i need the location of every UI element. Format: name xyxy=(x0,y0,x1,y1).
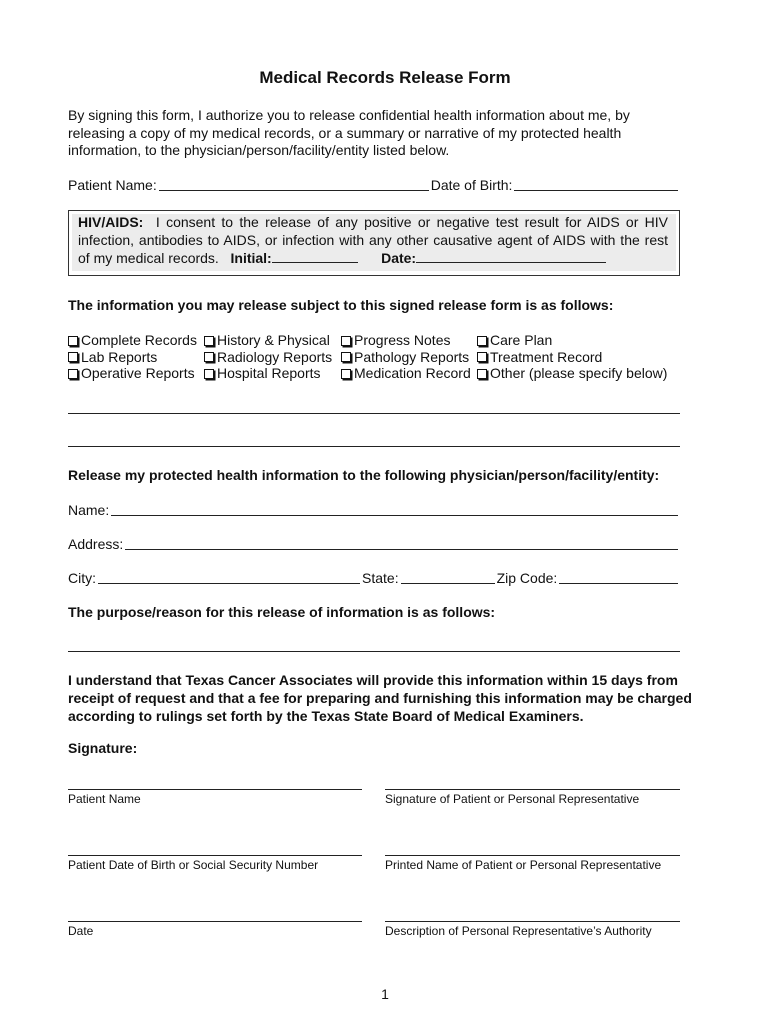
option-progress-notes[interactable]: Progress Notes xyxy=(341,332,477,349)
recipient-name-label: Name: xyxy=(68,502,110,518)
dob-ssn-sign-line[interactable] xyxy=(68,855,362,856)
hiv-consent-box xyxy=(68,210,680,276)
checkbox-icon[interactable] xyxy=(477,369,487,379)
checkbox-icon[interactable] xyxy=(204,352,214,362)
checkbox-icon[interactable] xyxy=(341,369,351,379)
option-radiology-reports[interactable]: Radiology Reports xyxy=(204,349,341,366)
hiv-date-field[interactable] xyxy=(416,250,606,263)
caption-printed-name: Printed Name of Patient or Personal Representative xyxy=(385,858,662,872)
option-medication-record[interactable]: Medication Record xyxy=(341,365,477,382)
checkbox-icon[interactable] xyxy=(68,369,78,379)
understand-statement: I understand that Texas Cancer Associates will provide this information within 15 days from receipt of request and that a fee for preparing and furnishing this information may be charged according to rulings set forth by the Texas State Board of Medical Examiners. xyxy=(68,672,692,724)
recipient-city-field[interactable] xyxy=(98,569,360,584)
recipient-address-field[interactable] xyxy=(125,535,678,550)
printed-name-sign-line[interactable] xyxy=(385,855,680,856)
recipient-city-label: City: xyxy=(68,570,96,586)
checkbox-icon[interactable] xyxy=(204,336,214,346)
recipient-address-row xyxy=(68,535,680,552)
form-title: Medical Records Release Form xyxy=(259,68,511,87)
checkbox-icon[interactable] xyxy=(68,336,78,346)
other-specify-line-2[interactable] xyxy=(68,446,680,447)
checkbox-icon[interactable] xyxy=(341,336,351,346)
hiv-initial-label: Initial: xyxy=(230,250,272,266)
recipient-zip-label: Zip Code: xyxy=(496,570,558,586)
purpose-line[interactable] xyxy=(68,651,680,652)
checkbox-icon[interactable] xyxy=(68,352,78,362)
release-options-row xyxy=(68,332,677,349)
option-complete-records[interactable]: Complete Records xyxy=(68,332,204,349)
checkbox-icon[interactable] xyxy=(477,352,487,362)
caption-signature: Signature of Patient or Personal Representative xyxy=(385,792,640,806)
option-pathology-reports[interactable]: Pathology Reports xyxy=(341,349,477,366)
date-sign-line[interactable] xyxy=(68,921,362,922)
recipient-name-field[interactable] xyxy=(111,501,678,516)
purpose-heading: The purpose/reason for this release of information is as follows: xyxy=(68,604,496,620)
option-care-plan[interactable]: Care Plan xyxy=(477,332,677,349)
checkbox-icon[interactable] xyxy=(477,336,487,346)
option-other[interactable]: Other (please specify below) xyxy=(477,365,677,382)
date-of-birth-field[interactable] xyxy=(514,176,678,191)
option-history-physical[interactable]: History & Physical xyxy=(204,332,341,349)
checkbox-icon[interactable] xyxy=(204,369,214,379)
recipient-name-row xyxy=(68,501,680,518)
recipient-zip-field[interactable] xyxy=(559,569,678,584)
recipient-heading: Release my protected health information to the following physician/person/facility/entity: xyxy=(68,467,660,483)
signature-heading: Signature: xyxy=(68,740,138,756)
authority-sign-line[interactable] xyxy=(385,921,680,922)
signature-sign-line[interactable] xyxy=(385,789,680,790)
recipient-address-label: Address: xyxy=(68,536,124,552)
patient-name-field[interactable] xyxy=(159,176,429,191)
hiv-initial-field[interactable] xyxy=(272,250,358,263)
hiv-statement: I consent to the release of any positive or negative test result for AIDS or HIV infection, antibodies to AIDS, or infection with any other causative agent of AIDS with the rest of my medical records. xyxy=(78,214,668,266)
option-lab-reports[interactable]: Lab Reports xyxy=(68,349,204,366)
release-options-grid xyxy=(68,332,677,382)
date-of-birth-label: Date of Birth: xyxy=(430,177,513,193)
page-number: 1 xyxy=(381,986,389,1002)
caption-date: Date xyxy=(68,924,94,938)
option-treatment-record[interactable]: Treatment Record xyxy=(477,349,677,366)
other-specify-line-1[interactable] xyxy=(68,413,680,414)
hiv-date-label: Date: xyxy=(381,250,417,266)
intro-paragraph: By signing this form, I authorize you to release confidential health information about me, by releasing a copy of my medical records, or a summary or narrative of my protected health information, to the physician/person/facility/entity listed below. xyxy=(68,107,630,158)
caption-dob-ssn: Patient Date of Birth or Social Security Number xyxy=(68,858,319,872)
caption-patient-name: Patient Name xyxy=(68,792,141,806)
checkbox-icon[interactable] xyxy=(341,352,351,362)
patient-name-label: Patient Name: xyxy=(68,177,157,193)
hiv-label: HIV/AIDS: xyxy=(78,214,144,230)
patient-name-sign-line[interactable] xyxy=(68,789,362,790)
recipient-state-label: State: xyxy=(362,570,399,586)
caption-authority: Description of Personal Representative’s Authority xyxy=(385,924,652,938)
release-options-row xyxy=(68,365,677,382)
option-operative-reports[interactable]: Operative Reports xyxy=(68,365,204,382)
hiv-consent-text xyxy=(78,213,668,267)
recipient-city-row xyxy=(68,569,680,586)
recipient-state-field[interactable] xyxy=(401,569,495,584)
release-options-row xyxy=(68,349,677,366)
option-hospital-reports[interactable]: Hospital Reports xyxy=(204,365,341,382)
release-info-heading: The information you may release subject to this signed release form is as follows: xyxy=(68,297,614,313)
patient-row xyxy=(68,176,680,193)
